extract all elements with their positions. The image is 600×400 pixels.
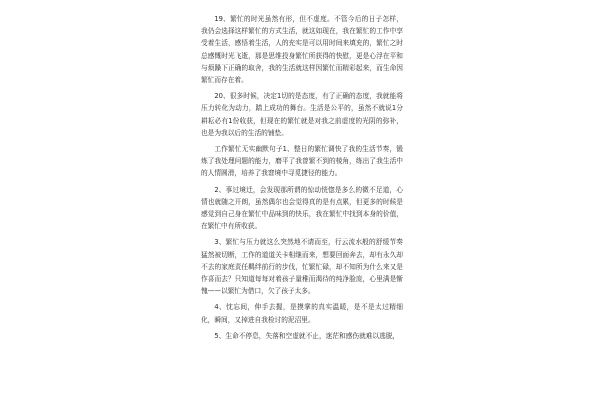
paragraph-20: 20、很多时候，决定1切的是态度，有了正确的态度，我就能将压力转化为动力，踏上成功的舞台。生活是公平的，虽然不就说1分耕耘必有1份收获，但现在的繁忙就是对我之前虚度的光阴的弥补，也是为我以后的生活的铺垫。 [201,92,403,137]
paragraph-3: 3、繁忙与压力就这么突然地不请而至，行云流水般的舒缓节奏猛然被切断，工作的道道关卡相继而来，想要回面奔去，却有永久却不去的家庭责任羁绊前行的步伐，忙繁忙碌，却不知所为什么来又是作喜而去？只知道每每对着孩子量稚而渴待的纯净脸庞，心里满是惭愧——以繁忙为借口，欠了孩子太多。 [201,238,403,296]
paragraph-4: 4、忱忘间，伸手去握，是摸掌的真实温暖，是不是太过精细化，瞬间，又掉进自我检讨的泥沼里。 [201,303,403,324]
paragraph-5: 5、生命不停息，失落和空虚就不止，迷茫和感伤就难以逃脱， [214,331,400,340]
paragraph-2: 2、事过境迁，会发现那所谓的惊动恍惚是多么的微不足道，心情也就随之开朗，虽然偶尔也会觉得真的是有点累，但更多的时候是感觉到自己身在繁忙中品味到的快乐，我在繁忙中找到本身的价值，在繁忙中有所收获。 [201,185,403,231]
paragraph-19: 19、繁忙的时光虽然有形，但不虚度。不管今后的日子怎样，我仍会选择这样繁忙的方式生活，就这如现在，我在繁忙的工作中享受着生活，感悟着生活，人的充实是可以用时间来填充的，繁忙之时总感慨时光飞逝，那是思维投身繁忙所获得的快慰，更是心浮在平和与烦躁下正确的取舍，我的生活就这样因繁忙而精彩起来，而生命因繁忙而存在着。 [201,15,403,85]
document-body [201,13,403,342]
paragraph-work-intro: 工作繁忙无实幽默句子1、整日的繁忙调快了我的生活节奏，锻炼了我处理问题的能力，磨平了我曾繁不到的棱角，练出了我生活中的人情圆滑，培养了我窘境中寻觅捷径的能力。 [201,145,403,178]
